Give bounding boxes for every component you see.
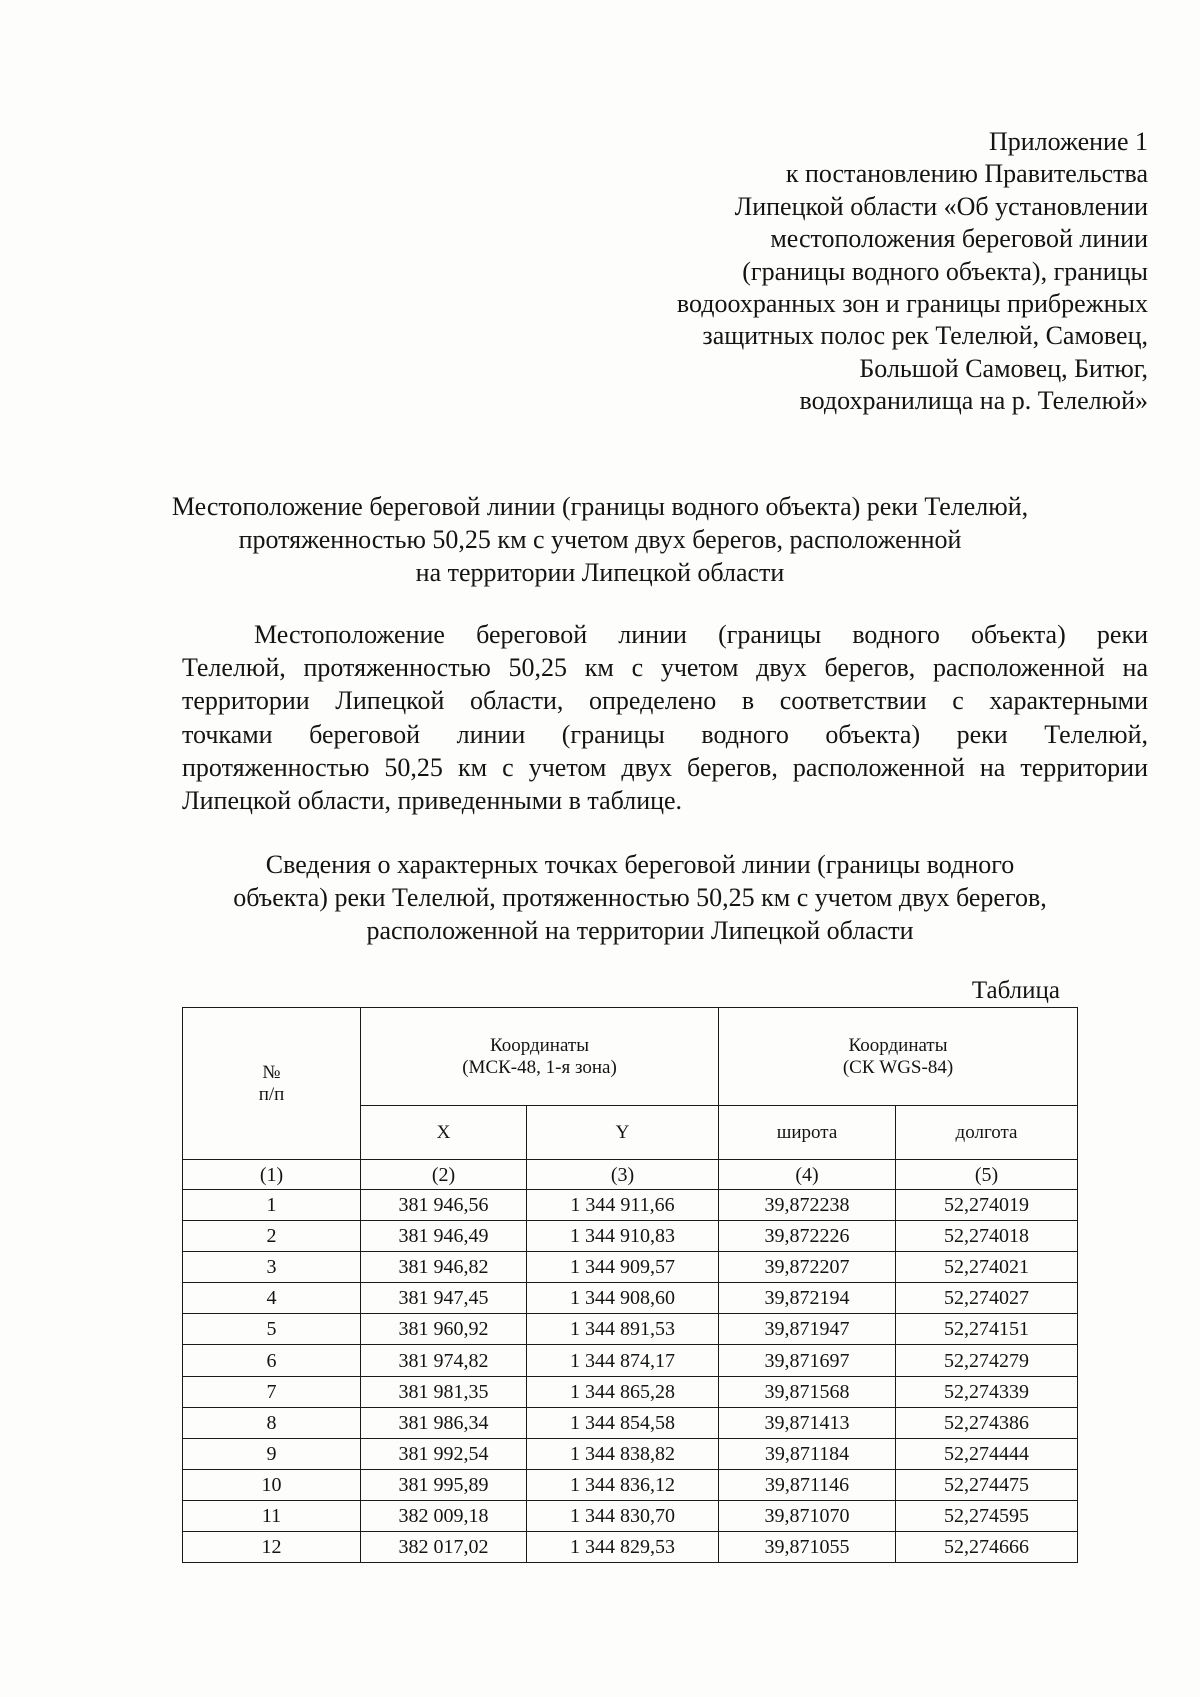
header-cell-wgs-coordinates: Координаты (СК WGS-84) — [719, 1008, 1078, 1106]
table-row — [183, 1500, 1078, 1531]
table-row — [183, 1314, 1078, 1345]
paragraph-line: территории Липецкой области, определено в соответствии с характерными — [182, 686, 1148, 716]
table-cell: 1 344 909,57 — [527, 1252, 719, 1283]
body-paragraph — [182, 618, 1148, 817]
header-cell-latitude: широта — [719, 1106, 896, 1160]
table-cell: 381 947,45 — [361, 1283, 527, 1314]
table-cell: 39,872226 — [719, 1221, 896, 1252]
table-cell: 1 344 830,70 — [527, 1500, 719, 1531]
appendix-line: Приложение 1 — [988, 127, 1148, 156]
table-heading — [160, 848, 1120, 947]
table-cell: 52,274475 — [896, 1469, 1078, 1500]
table-cell: 1 344 908,60 — [527, 1283, 719, 1314]
table-cell: 52,274444 — [896, 1438, 1078, 1469]
table-cell: 52,274021 — [896, 1252, 1078, 1283]
table-cell: 52,274019 — [896, 1190, 1078, 1221]
appendix-line: местоположения береговой линии — [770, 224, 1148, 254]
table-cell: 6 — [183, 1345, 361, 1376]
table-row — [183, 1438, 1078, 1469]
table-cell: 52,274151 — [896, 1314, 1078, 1345]
table-cell: 1 344 910,83 — [527, 1221, 719, 1252]
table-row — [183, 1252, 1078, 1283]
appendix-header — [520, 126, 1148, 418]
table-cell: 11 — [183, 1500, 361, 1531]
table-row — [183, 1345, 1078, 1376]
title-line: на территории Липецкой области — [415, 558, 785, 587]
table-row — [183, 1407, 1078, 1438]
table-cell: 1 344 891,53 — [527, 1314, 719, 1345]
header-cell-msk-coordinates: Координаты (МСК-48, 1-я зона) — [361, 1008, 719, 1106]
table-cell: 381 995,89 — [361, 1469, 527, 1500]
table-heading-line: объекта) реки Телелюй, протяженностью 50,25 км с учетом двух берегов, — [233, 883, 1047, 912]
table-cell: 10 — [183, 1469, 361, 1500]
table-cell: 52,274027 — [896, 1283, 1078, 1314]
table-cell: 1 344 874,17 — [527, 1345, 719, 1376]
table-cell: 381 986,34 — [361, 1407, 527, 1438]
table-heading-line: Сведения о характерных точках береговой линии (границы водного — [265, 850, 1015, 879]
table-cell: 1 344 854,58 — [527, 1407, 719, 1438]
table-cell: 52,274018 — [896, 1221, 1078, 1252]
table-cell: 381 981,35 — [361, 1376, 527, 1407]
table-cell: 39,872207 — [719, 1252, 896, 1283]
paragraph-line: протяженностью 50,25 км с учетом двух берегов, расположенной на территории — [182, 752, 1148, 782]
paragraph-line: Телелюй, протяженностью 50,25 км с учетом двух берегов, расположенной на — [182, 653, 1148, 683]
table-cell: 52,274279 — [896, 1345, 1078, 1376]
document-title — [150, 490, 1050, 589]
appendix-line: Липецкой области «Об установлении — [734, 191, 1148, 221]
table-cell: 39,871947 — [719, 1314, 896, 1345]
table-cell: 1 344 838,82 — [527, 1438, 719, 1469]
appendix-line: к постановлению Правительства — [785, 159, 1148, 189]
table-cell: 39,871055 — [719, 1532, 896, 1563]
table-cell: 4 — [183, 1283, 361, 1314]
header-cell-longitude: долгота — [896, 1106, 1078, 1160]
table-cell: 39,871697 — [719, 1345, 896, 1376]
table-cell: 39,871146 — [719, 1469, 896, 1500]
table-label: Таблица — [971, 977, 1060, 1004]
table-row — [183, 1532, 1078, 1563]
paragraph-line: Липецкой области, приведенными в таблице. — [182, 785, 683, 815]
table-cell: 382 017,02 — [361, 1532, 527, 1563]
table-cell: 381 946,56 — [361, 1190, 527, 1221]
table-cell: 52,274666 — [896, 1532, 1078, 1563]
table-cell: 9 — [183, 1438, 361, 1469]
table-cell: 1 344 836,12 — [527, 1469, 719, 1500]
table-cell: 52,274595 — [896, 1500, 1078, 1531]
appendix-line: водоохранных зон и границы прибрежных — [676, 289, 1148, 319]
table-header-row — [183, 1008, 1078, 1106]
table-cell: 39,872238 — [719, 1190, 896, 1221]
table-cell: 39,871184 — [719, 1438, 896, 1469]
table-row — [183, 1190, 1078, 1221]
table-cell: 7 — [183, 1376, 361, 1407]
table-cell: 381 946,82 — [361, 1252, 527, 1283]
appendix-line: водохранилища на р. Телелюй» — [799, 386, 1148, 416]
appendix-line: Большой Самовец, Битюг, — [859, 353, 1148, 383]
table-row — [183, 1469, 1078, 1500]
table-cell: 381 960,92 — [361, 1314, 527, 1345]
paragraph-line: Местоположение береговой линии (границы водного объекта) реки — [254, 620, 1148, 649]
table-cell: 3 — [183, 1252, 361, 1283]
table-cell: 381 974,82 — [361, 1345, 527, 1376]
table-cell: 382 009,18 — [361, 1500, 527, 1531]
table-cell: 1 344 911,66 — [527, 1190, 719, 1221]
index-cell: (2) — [361, 1160, 527, 1190]
index-cell: (3) — [527, 1160, 719, 1190]
table-index-row — [183, 1160, 1078, 1190]
table-cell: 1 344 829,53 — [527, 1532, 719, 1563]
index-cell: (1) — [183, 1160, 361, 1190]
table-row — [183, 1221, 1078, 1252]
table-heading-line: расположенной на территории Липецкой области — [366, 916, 914, 945]
table-cell: 2 — [183, 1221, 361, 1252]
table-cell: 39,871568 — [719, 1376, 896, 1407]
table-cell: 39,871413 — [719, 1407, 896, 1438]
header-cell-y: Y — [527, 1106, 719, 1160]
coordinates-table — [182, 1007, 1078, 1563]
table-cell: 5 — [183, 1314, 361, 1345]
table-cell: 1 344 865,28 — [527, 1376, 719, 1407]
table-cell: 39,872194 — [719, 1283, 896, 1314]
title-line: протяженностью 50,25 км с учетом двух берегов, расположенной — [238, 525, 962, 554]
table-cell: 12 — [183, 1532, 361, 1563]
appendix-line: защитных полос рек Телелюй, Самовец, — [702, 321, 1148, 351]
table-cell: 52,274386 — [896, 1407, 1078, 1438]
table-row — [183, 1283, 1078, 1314]
table-cell: 8 — [183, 1407, 361, 1438]
index-cell: (4) — [719, 1160, 896, 1190]
header-cell-x: X — [361, 1106, 527, 1160]
table-cell: 381 992,54 — [361, 1438, 527, 1469]
header-cell-number: № п/п — [183, 1008, 361, 1160]
title-line: Местоположение береговой линии (границы водного объекта) реки Телелюй, — [171, 492, 1029, 521]
appendix-line: (границы водного объекта), границы — [742, 256, 1148, 286]
paragraph-line: точками береговой линии (границы водного объекта) реки Телелюй, — [182, 719, 1148, 749]
table-cell: 1 — [183, 1190, 361, 1221]
table-cell: 52,274339 — [896, 1376, 1078, 1407]
table-cell: 381 946,49 — [361, 1221, 527, 1252]
table-cell: 39,871070 — [719, 1500, 896, 1531]
index-cell: (5) — [896, 1160, 1078, 1190]
table-row — [183, 1376, 1078, 1407]
